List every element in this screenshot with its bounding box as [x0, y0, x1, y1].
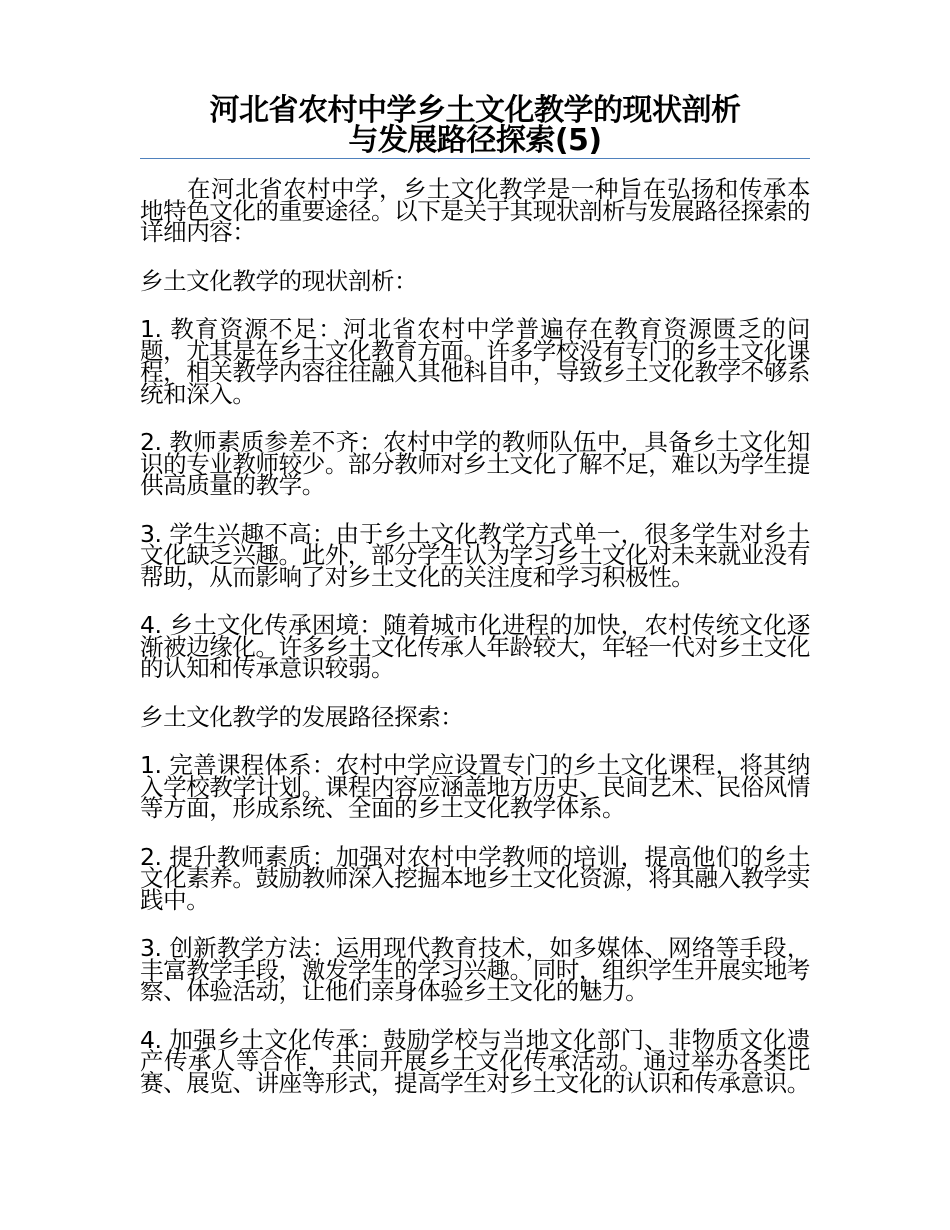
path-item-4: 4. 加强乡土文化传承：鼓励学校与当地文化部门、非物质文化遗产传承人等合作，共同开展乡土文化传承活动。通过举办各类比赛、展览、讲座等形式，提高学生对乡土文化的认识和传承意识。: [140, 1025, 810, 1097]
status-item-1: 1. 教育资源不足：河北省农村中学普遍存在教育资源匮乏的问题，尤其是在乡土文化教育方面。许多学校没有专门的乡土文化课程，相关教学内容往往融入其他科目中，导致乡土文化教学不够系统和深入。: [140, 315, 810, 408]
section-heading-status: 乡土文化教学的现状剖析：: [140, 266, 418, 295]
path-item-1: 1. 完善课程体系：农村中学应设置专门的乡土文化课程，将其纳入学校教学计划。课程内容应涵盖地方历史、民间艺术、民俗风情等方面，形成系统、全面的乡土文化教学体系。: [140, 751, 810, 822]
title-line-2: 与发展路径探索(5): [348, 123, 602, 158]
path-item-2: 2. 提升教师素质：加强对农村中学教师的培训，提高他们的乡土文化素养。鼓励教师深入挖掘本地乡土文化资源，将其融入教学实践中。: [140, 842, 810, 914]
path-item-3: 3. 创新教学方法：运用现代教育技术，如多媒体、网络等手段，丰富教学手段，激发学生的学习兴趣。同时，组织学生开展实地考察、体验活动，让他们亲身体验乡土文化的魅力。: [140, 934, 810, 1005]
section-heading-paths: 乡土文化教学的发展路径探索：: [140, 702, 464, 731]
status-item-2: 2. 教师素质参差不齐：农村中学的教师队伍中，具备乡土文化知识的专业教师较少。部分教师对乡土文化了解不足，难以为学生提供高质量的教学。: [140, 428, 810, 499]
title-line-1: 河北省农村中学乡土文化教学的现状剖析: [209, 93, 741, 128]
status-item-3: 3. 学生兴趣不高：由于乡土文化教学方式单一，很多学生对乡土文化缺乏兴趣。此外，部分学生认为学习乡土文化对未来就业没有帮助，从而影响了对乡土文化的关注度和学习积极性。: [140, 519, 810, 591]
intro-paragraph: 在河北省农村中学，乡土文化教学是一种旨在弘扬和传承本地特色文化的重要途径。以下是关于其现状剖析与发展路径探索的详细内容：: [140, 175, 810, 246]
document-page: [140, 93, 810, 1097]
title-underline: [140, 158, 810, 159]
status-item-4: 4. 乡土文化传承困境：随着城市化进程的加快，农村传统文化逐渐被边缘化。许多乡土文化传承人年龄较大，年轻一代对乡土文化的认知和传承意识较弱。: [140, 611, 810, 682]
document-title: [140, 93, 810, 158]
